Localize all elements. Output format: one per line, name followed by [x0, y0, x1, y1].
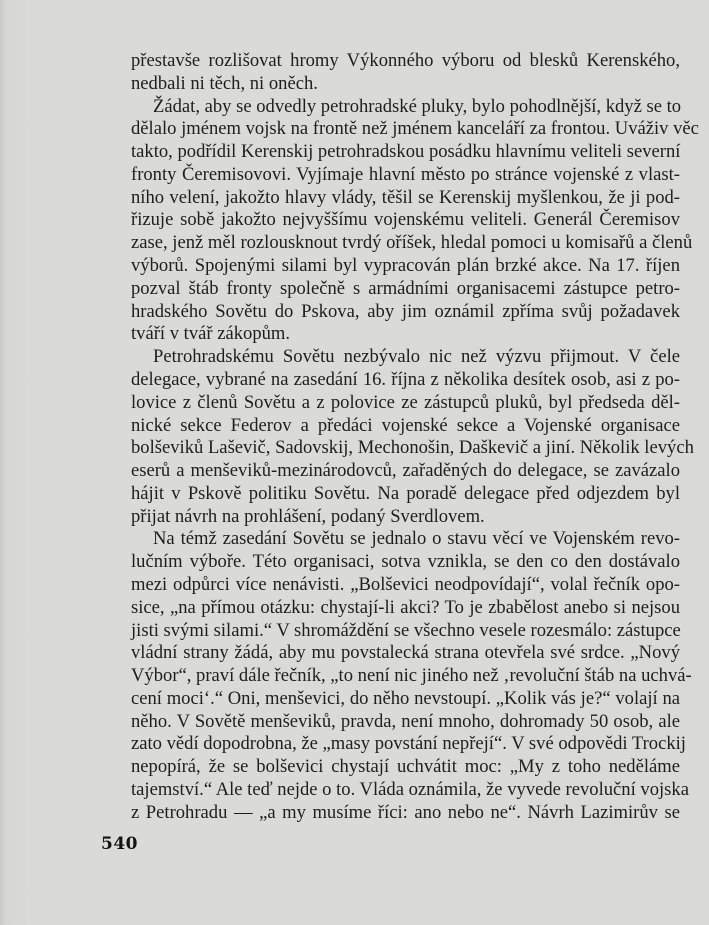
text-line: bolševiků Laševič, Sadovskij, Mechonošin, Daškevič a jiní. Několik levých [131, 437, 694, 459]
text-line: cení moci‘.“ Oni, menševici, do něho nevstoupí. „Kolik vás je?“ volají na [131, 687, 680, 709]
text-line: hájit v Pskově politiku Sovětu. Na poradě delegace před odjezdem byl [131, 482, 680, 504]
body-text [131, 50, 699, 825]
text-line: nepopírá, že se bolševici chystají uchvátit moc: „My z toho neděláme [131, 756, 680, 778]
text-line: něho. V Sovětě menševiků, pravda, není mnoho, dohromady 50 osob, ale [131, 710, 680, 732]
text-line: mezi odpůrci více nenávisti. „Bolševici neodpovídají“, volal řečník opo- [131, 573, 680, 595]
text-line: přijat návrh na prohlášení, podaný Sverdlovem. [131, 505, 485, 527]
text-line: pozval štáb fronty společně s armádními organisacemi zástupce petro- [131, 277, 680, 299]
text-line: ního velení, jakožto hlavy vlády, těšil se Kerenskij myšlenkou, že ji pod- [131, 186, 680, 208]
text-line: řizuje sobě jakožto nejvyššímu vojenskému veliteli. Generál Čeremisov [131, 209, 680, 231]
text-line: hradského Sovětu do Pskova, aby jim oznámil zpříma svůj požadavek [131, 300, 680, 322]
text-line: lovice z členů Sovětu a z polovice ze zástupců pluků, byl předseda děl- [131, 391, 680, 413]
text-line: lučním výboře. Této organisaci, sotva vznikla, se den co den dostávalo [131, 551, 680, 573]
text-line: jisti svými silami.“ V shromáždění se všechno vesele rozesmálo: zástupce [131, 619, 681, 641]
text-line: vládní strany žádá, aby mu povstalecká strana otevřela své srdce. „Nový [131, 642, 680, 664]
text-line-paragraph-start: Žádat, aby se odvedly petrohradské pluky, bylo pohodlnější, když se to [153, 95, 682, 117]
text-line: dělalo jménem vojsk na frontě než jménem kanceláří za frontou. Uváživ věc [131, 118, 699, 140]
page-number: 540 [101, 834, 138, 854]
text-line-paragraph-start: Petrohradskému Sovětu nezbývalo nic než výzvu přijmout. V čele [153, 346, 680, 368]
text-line: tajemství.“ Ale teď nejde o to. Vláda oznámila, že vyvede revoluční vojska [131, 779, 689, 800]
text-line-paragraph-start: Na témž zasedání Sovětu se jednalo o stavu věcí ve Vojenském revo- [153, 528, 680, 550]
text-line: sice, „na přímou otázku: chystají-li akci? To je zbabělost anebo si nejsou [131, 596, 680, 618]
text-line: tváří v tvář zákopům. [131, 323, 291, 345]
text-line: Výbor“, praví dále řečník, „to není nic jiného než ‚revoluční štáb na uchvá- [131, 665, 692, 687]
text-line: fronty Čeremisovovi. Vyjímaje hlavní město po stránce vojenské z vlast- [131, 163, 680, 185]
text-line: zato vědí dopodrobna, že „masy povstání nepřejí“. V své odpovědi Trockij [131, 733, 686, 755]
text-line: z Petrohradu — „a my musíme říci: ano nebo ne“. Návrh Lazimirův se [131, 801, 680, 823]
text-line: nedbali ni těch, ni oněch. [131, 72, 318, 94]
text-line: takto, podřídil Kerenskij petrohradskou posádku hlavnímu veliteli severní [131, 141, 681, 163]
text-line: eserů a menševiků-mezinárodovců, zařaděných do delegace, se zavázalo [131, 460, 680, 482]
text-line: zase, jenž měl rozlousknout tvrdý oříšek, hledal pomoci u komisařů a členů [131, 232, 693, 254]
text-line: přestavše rozlišovat hromy Výkonného výboru od blesků Kerenského, [131, 50, 680, 71]
text-line: delegace, vybrané na zasedání 16. října z několika desítek osob, asi z po- [131, 368, 680, 390]
text-line: výborů. Spojenými silami byl vypracován plán brzké akce. Na 17. říjen [131, 255, 680, 277]
text-line: nické sekce Federov a předáci vojenské sekce a Vojenské organisace [131, 414, 680, 436]
